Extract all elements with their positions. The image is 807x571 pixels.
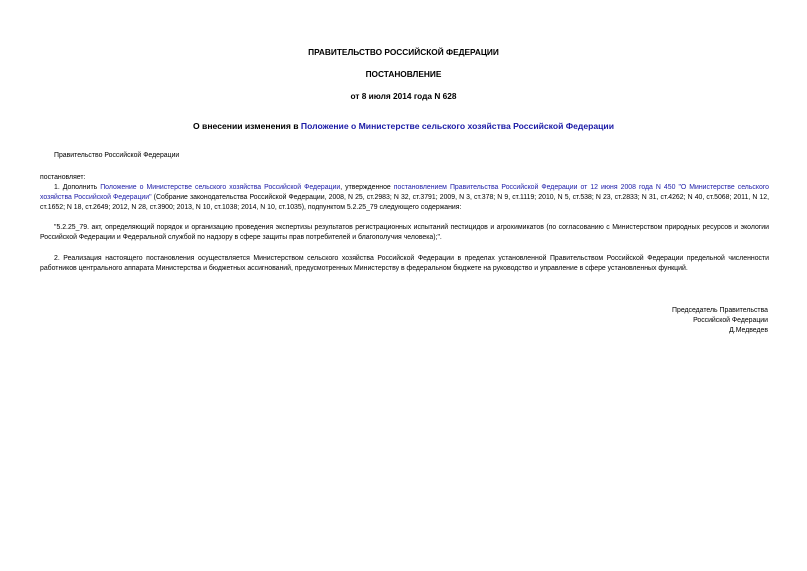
paragraph-2: 2. Реализация настоящего постановления осуществляется Министерством сельского хозяйства Российской Федерации в пределах установленной Правительством Российской Федерации предельной численности работников центрального аппарата Министерства и бюджетных ассигнований, предусмотренных Министерству в федеральном бюджете на руководство и управление в сфере установленных функций. [40,255,769,272]
paragraph-1 [40,183,769,213]
signature-line-3: Д.Медведев [729,327,768,334]
p1-end: (Собрание законодательства Российской Федерации, 2008, N 25, ст.2983; N 32, ст.3791; 2009, N 3, ст.378; N 9, ст.1119; 2010, N 5, ст.538; N 23, ст.2833; N 31, ст.4262; N 40, ст.5068; 2011, N 12, ст.1652; N 18, ст.2649; 2012, N 28, ст.3900; 2013, N 10, ст.1038; 2014, N 10, ст.1035), подпунктом 5.2.25_79 следующего содержания: [40,194,769,211]
document-date-number: от 8 июля 2014 года N 628 [350,91,457,101]
government-heading: ПРАВИТЕЛЬСТВО РОССИЙСКОЙ ФЕДЕРАЦИИ [308,47,499,57]
title-prefix: О внесении изменения в [192,121,301,131]
p1-link-resolution[interactable]: постановлением Правительства Российской Федерации от 12 июня 2008 года N 450 "О Министерстве сельского хозяйства Российской Федерации" [40,184,769,201]
signature-block [568,306,768,336]
document-title [0,121,807,132]
p1-start: 1. Дополнить [54,184,101,191]
signature-line-1: Председатель Правительства [672,307,768,314]
signature-line-2: Российской Федерации [693,317,768,324]
decrees-line: постановляет: [40,174,86,181]
title-link[interactable]: Положение о Министерстве сельского хозяйства Российской Федерации [300,121,615,131]
p1-mid: , утвержденное [340,184,394,191]
quote-paragraph: "5.2.25_79. акт, определяющий порядок и организацию проведения экспертизы результатов регистрационных испытаний пестицидов и агрохимикатов (по согласованию с Министерством природных ресурсов и экологии Российской Федерации и Федеральной службой по надзору в сфере защиты прав потребителей и благополучия человека);". [40,224,769,241]
subject-line: Правительство Российской Федерации [54,152,180,159]
document-type: ПОСТАНОВЛЕНИЕ [365,69,442,79]
p1-link-regulation[interactable]: Положение о Министерстве сельского хозяйства Российской Федерации [100,184,341,191]
